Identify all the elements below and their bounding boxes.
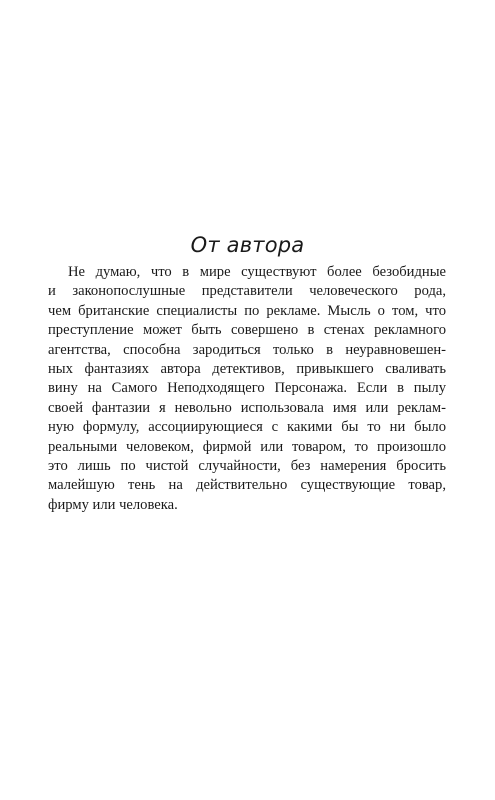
paragraph-line: чем британские специалисты по рекламе. Мысль о том, что [48, 302, 446, 319]
paragraph-line: преступление может быть совершено в стенах рекламного [48, 322, 446, 339]
paragraph-line: и законопослушные представители человеческого рода, [48, 283, 446, 300]
paragraph-line: Не думаю, что в мире существуют более безобидные [68, 264, 446, 280]
paragraph-line: агентства, способна зародиться только в неуравновешен- [48, 341, 446, 358]
paragraph-line: это лишь по чистой случайности, без намерения бросить [48, 458, 446, 475]
author-note-paragraph [48, 263, 446, 515]
paragraph-line: малейшую тень на действительно существующие товар, [48, 477, 446, 494]
paragraph-line: фирму или человека. [48, 496, 178, 513]
section-heading: От автора [190, 233, 305, 257]
paragraph-line: ных фантазиях автора детективов, привыкшего сваливать [48, 361, 446, 378]
paragraph-line: реальными человеком, фирмой или товаром, то произошло [48, 438, 446, 455]
paragraph-line: своей фантазии я невольно использовала имя или реклам- [48, 399, 446, 416]
paragraph-line: вину на Самого Неподходящего Персонажа. Если в пылу [48, 380, 446, 397]
paragraph-line: ную формулу, ассоциирующиеся с какими бы то ни было [48, 419, 446, 436]
